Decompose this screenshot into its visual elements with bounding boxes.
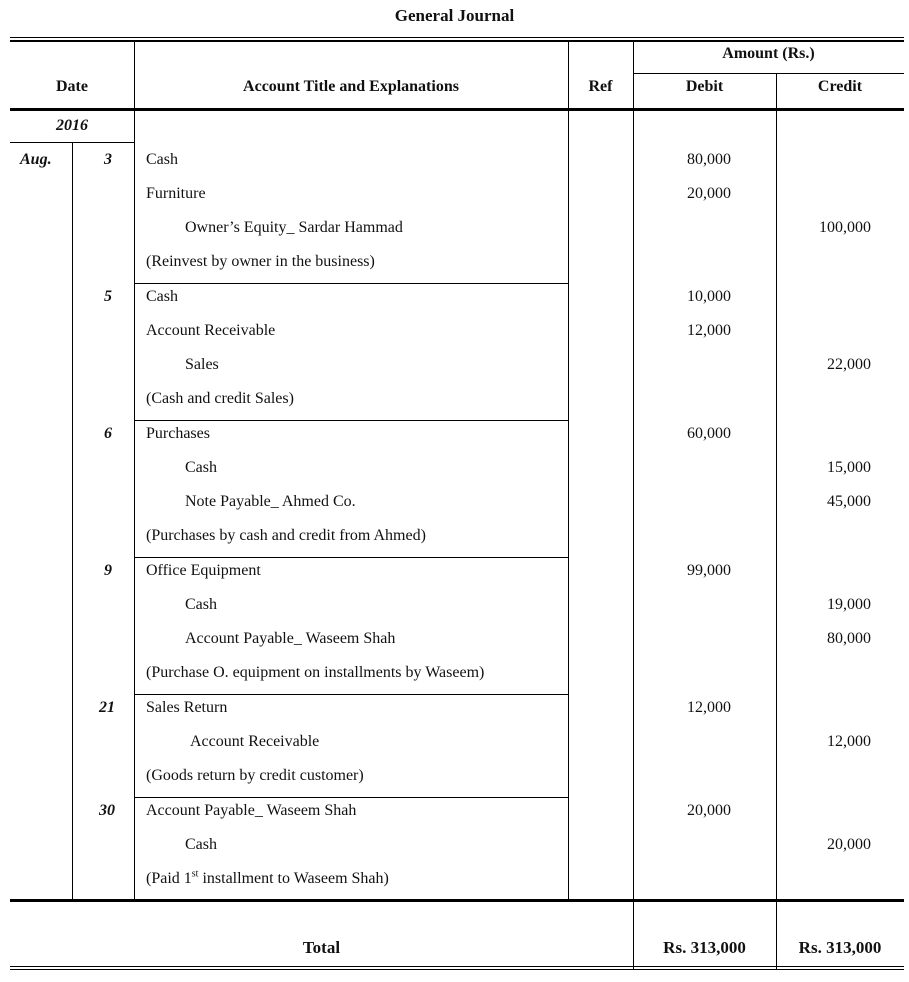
entry-explanation: (Reinvest by owner in the business) [146, 253, 375, 270]
entry-explanation: (Purchases by cash and credit from Ahmed) [146, 527, 426, 544]
debit-account: Account Payable_ Waseem Shah [146, 802, 357, 819]
credit-amount: 15,000 [827, 459, 871, 476]
credit-amount: 20,000 [827, 836, 871, 853]
amount-underline [633, 73, 904, 74]
entry-day: 30 [99, 802, 115, 819]
header-debit: Debit [685, 78, 724, 95]
header-ref: Ref [588, 78, 613, 95]
credit-account: Owner’s Equity_ Sardar Hammad [185, 219, 403, 236]
credit-amount: 22,000 [827, 356, 871, 373]
entry-day: 21 [99, 699, 115, 716]
total-debit: Rs. 313,000 [663, 938, 746, 957]
entry-explanation: (Cash and credit Sales) [146, 390, 294, 407]
explanation-prefix: (Paid 1 [146, 870, 192, 887]
column-divider-date [134, 40, 135, 900]
entry-separator [134, 797, 569, 798]
year-underline [10, 142, 134, 143]
column-divider-account [568, 40, 569, 900]
debit-amount: 80,000 [687, 151, 731, 168]
credit-account: Cash [185, 459, 217, 476]
explanation-suffix: installment to Waseem Shah) [198, 870, 389, 887]
debit-amount: 20,000 [687, 185, 731, 202]
credit-amount: 19,000 [827, 596, 871, 613]
table-bottom-border-double [10, 969, 904, 970]
debit-amount: 12,000 [687, 699, 731, 716]
entry-separator [134, 694, 569, 695]
debit-amount: 99,000 [687, 562, 731, 579]
debit-account: Sales Return [146, 699, 228, 716]
header-credit: Credit [817, 78, 863, 95]
journal-title: General Journal [394, 6, 515, 25]
body-bottom-border [10, 899, 904, 902]
month-label: Aug. [20, 151, 52, 168]
header-amount: Amount (Rs.) [722, 45, 815, 62]
debit-account: Furniture [146, 185, 206, 202]
entry-explanation: (Purchase O. equipment on installments by Waseem) [146, 664, 485, 681]
entry-day: 6 [104, 425, 112, 442]
total-credit: Rs. 313,000 [798, 938, 882, 957]
entry-separator [134, 283, 569, 284]
credit-account: Sales [185, 356, 219, 373]
entry-day: 9 [104, 562, 112, 579]
entry-day: 5 [104, 288, 112, 305]
debit-account: Purchases [146, 425, 210, 442]
debit-account: Account Receivable [146, 322, 276, 339]
credit-account: Cash [185, 836, 217, 853]
top-border-thick [10, 40, 904, 42]
credit-amount: 80,000 [827, 630, 871, 647]
credit-amount: 45,000 [827, 493, 871, 510]
top-border [10, 37, 904, 38]
debit-account: Cash [146, 151, 178, 168]
column-divider-month-day [72, 143, 73, 900]
entry-separator [134, 420, 569, 421]
debit-account: Cash [146, 288, 178, 305]
debit-amount: 12,000 [687, 322, 731, 339]
debit-amount: 60,000 [687, 425, 731, 442]
header-date: Date [56, 78, 88, 95]
table-bottom-border [10, 966, 904, 967]
ordinal-superscript: st [191, 868, 199, 880]
credit-amount: 12,000 [827, 733, 871, 750]
debit-amount: 10,000 [687, 288, 731, 305]
total-label: Total [302, 938, 341, 957]
header-account: Account Title and Explanations [243, 78, 459, 95]
header-bottom-border [10, 108, 904, 111]
credit-account: Note Payable_ Ahmed Co. [185, 493, 356, 510]
credit-amount: 100,000 [819, 219, 871, 236]
debit-amount: 20,000 [687, 802, 731, 819]
entry-explanation: (Goods return by credit customer) [146, 767, 364, 784]
entry-explanation [146, 869, 389, 889]
credit-account: Cash [185, 596, 217, 613]
entry-day: 3 [104, 151, 112, 168]
debit-account: Office Equipment [146, 562, 261, 579]
entry-separator [134, 557, 569, 558]
credit-account: Account Receivable [190, 733, 320, 750]
column-divider-ref [633, 40, 634, 970]
year-label: 2016 [56, 117, 88, 134]
credit-account: Account Payable_ Waseem Shah [185, 630, 396, 647]
